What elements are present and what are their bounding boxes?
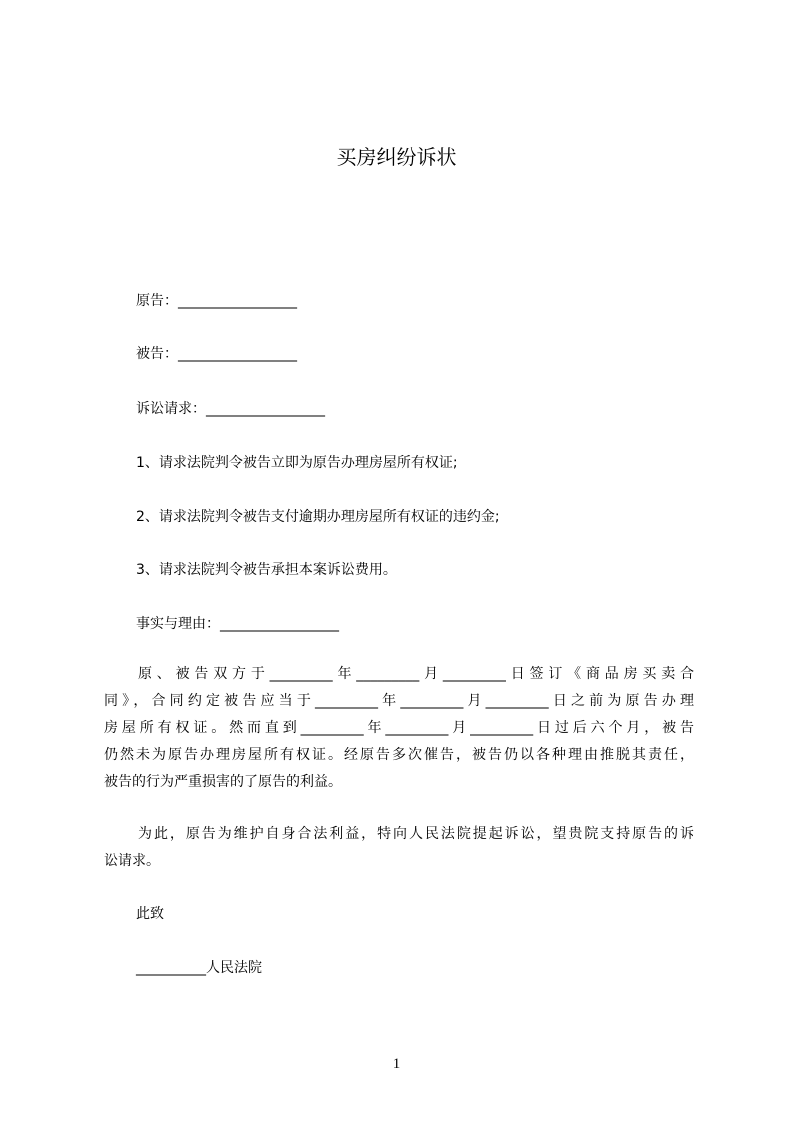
- defendant-line: 被告：_________________: [136, 346, 297, 362]
- facts-paragraph-line: 房屋所有权证。然而直到_________年_________月_________日过后六个月，被告: [104, 720, 694, 736]
- facts-paragraph-line: 仍然未为原告办理房屋所有权证。经原告多次催告，被告仍以各种理由推脱其责任，: [104, 747, 694, 763]
- claim-item: 3、请求法院判令被告承担本案诉讼费用。: [136, 562, 397, 578]
- document-title: 买房纠纷诉状: [336, 145, 457, 169]
- facts-paragraph-line: 被告的行为严重损害的了原告的利益。: [104, 774, 342, 790]
- court-line: __________人民法院: [136, 960, 262, 976]
- page-number: 1: [392, 1056, 401, 1072]
- claims-label: 诉讼请求：_________________: [136, 401, 325, 417]
- claim-item: 2、请求法院判令被告支付逾期办理房屋所有权证的违约金;: [136, 509, 500, 525]
- request-paragraph-line: 讼请求。: [104, 853, 160, 869]
- plaintiff-line: 原告：_________________: [136, 293, 297, 309]
- facts-label: 事实与理由：_________________: [136, 616, 339, 632]
- closing: 此致: [136, 906, 164, 922]
- claim-item: 1、请求法院判令被告立即为原告办理房屋所有权证;: [136, 455, 458, 471]
- facts-paragraph-line: 原、被告双方于_________年_________月_________日签订《商品房买卖合: [138, 666, 694, 682]
- request-paragraph-line: 为此，原告为维护自身合法利益，特向人民法院提起诉讼，望贵院支持原告的诉: [138, 826, 694, 842]
- facts-paragraph-line: 同》，合同约定被告应当于_________年_________月_________日之前为原告办理: [104, 693, 694, 709]
